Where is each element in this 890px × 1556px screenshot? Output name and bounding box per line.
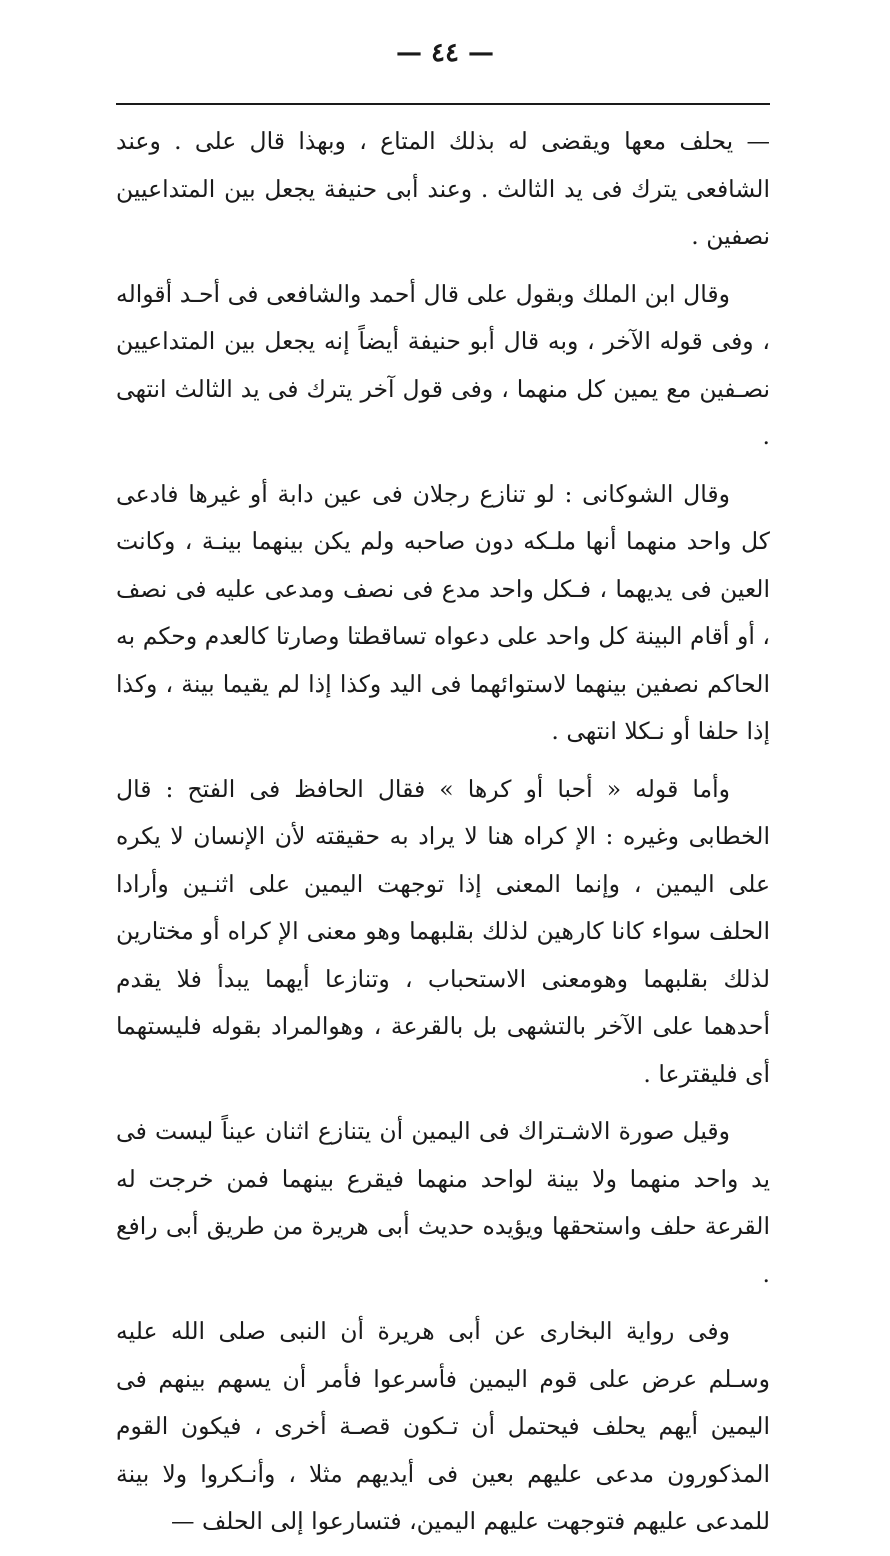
paragraph-3: وقال الشوكانى : لو تنازع رجلان فى عين دابة أو غيرها فادعى كل واحد منهما أنها ملـكه دون صاحبه ولم يكن بينهما بينـة ، وكانت العين فى يديهما ، فـكل واحد مدع فى نصف ومدعى عليه فى نصف ، أو أقام البينة كل واحد على دعواه تساقطتا وصارتا كالعدم وحكم به الحاكم نصفين بينهما لاستوائهما فى اليد وكذا إذا لم يقيما بينة ، وكذا إذا حلفا أو نـكلا انتهى . [116,479,770,745]
paragraph-6: وفى رواية البخارى عن أبى هريرة أن النبى صلى الله عليه وسـلم عرض على قوم اليمين فأسرعوا فأمر أن يسهم بينهم فى اليمين أيهم يحلف فيحتمل أن تـكون قصـة أخرى ، فيكون القوم المذكورون مدعى عليهم بعين فى أيديهم مثلا ، وأنـكروا ولا بينة للمدعى عليهم فتوجهت عليهم اليمين، فتسارعوا إلى الحلف — [116,1317,770,1535]
paragraph-5: وقيل صورة الاشـتراك فى اليمين أن يتنازع اثنان عيناً ليست فى يد واحد منهما ولا بينة لواحد منهما فيقرع بينهما فمن خرجت له القرعة حلف واستحقها ويؤيده حديث أبى هريرة من طريق أبى رافع . [116,1117,770,1288]
header-rule [116,103,770,105]
paragraph-1: — يحلف معها ويقضى له بذلك المتاع ، وبهذا قال على . وعند الشافعى يترك فى يد الثالث . وعند أبى حنيفة يجعل بين المتداعيين نصفين . [116,127,770,250]
body-text [116,118,770,1556]
paragraph-2: وقال ابن الملك وبقول على قال أحمد والشافعى فى أحـد أقواله ، وفى قوله الآخر ، وبه قال أبو حنيفة أيضاً إنه يجعل بين المتداعيين نصـفين مع يمين كل منهما ، وفى قول آخر يترك فى يد الثالث انتهى . [116,279,770,450]
page-number: — ٤٤ — [395,38,495,68]
paragraph-4: وأما قوله « أحبا أو كرها » فقال الحافظ فى الفتح : قال الخطابى وغيره : الإ كراه هنا لا يراد به حقيقته لأن الإنسان لا يكره على اليمين ، وإنما المعنى إذا توجهت اليمين على اثنـين وأرادا الحلف سواء كانا كارهين لذلك بقلبهما وهو معنى الإ كراه أو مختارين لذلك بقلبهما وهومعنى الاستحباب ، وتنازعا أيهما يبدأ فلا يقدم أحدهما على الآخر بالتشهى بل بالقرعة ، وهوالمراد بقوله فليستهما أى فليقترعا . [116,774,770,1088]
